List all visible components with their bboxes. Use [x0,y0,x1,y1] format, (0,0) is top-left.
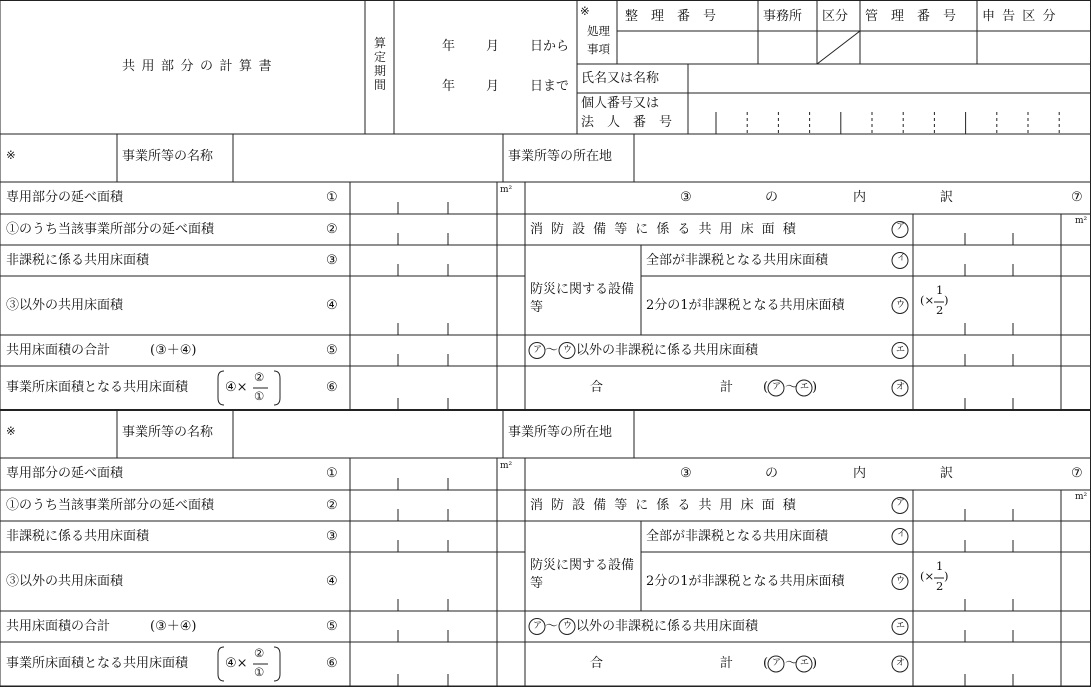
row6-formula-numerator: ② [254,646,265,660]
half-factor-suffix: ) [944,569,949,583]
half-factor-prefix: (× [920,569,935,583]
fire-equipment-label: 消防設備等に係る共用床面積 [530,498,804,513]
kome-mark-header: ※ [580,4,590,18]
other-mark-a: ア [533,620,543,631]
total-range-parens: ( [763,656,769,671]
row6-formula-denominator: ① [254,389,265,403]
row-jigyosho-part-number: ② [326,497,338,513]
unit-label-left: m² [500,185,513,195]
breakdown-header-num: ⑦ [1071,466,1083,481]
total-range-e: エ [800,382,810,392]
shinkoku-kubun-header: 申告区分 [982,9,1063,24]
row6-formula-denominator: ① [254,665,265,679]
half-factor-prefix: (× [920,293,935,307]
other-mark-a: ア [533,344,543,355]
row-kyoyo-total-label: 共用床面積の合計 [6,618,111,634]
other-tilde: 〜 [545,618,559,634]
breakdown-header-1: の [765,466,779,481]
half-exempt-label: 2分の1が非課税となる共用床面積 [646,573,845,589]
breakdown-header-2: 内 [853,466,867,481]
half-exempt-mark: ウ [896,575,906,586]
row-jigyosho-kyoyo-label: 事業所床面積となる共用床面積 [6,656,189,671]
total-range-a: ア [772,658,782,668]
row-senyo-label: 専用部分の延べ面積 [6,190,124,205]
total-mark: オ [896,658,906,668]
row-kyoyo-total-number: ⑤ [326,342,338,358]
all-exempt-mark: イ [897,253,907,263]
total-mark: オ [896,382,906,392]
half-exempt-mark: ウ [896,299,906,310]
breakdown-header-3: 訳 [940,466,954,481]
section-kome-mark: ※ [6,148,16,162]
fire-mark: ア [896,498,906,508]
number-label-line1: 個人番号又は [581,96,660,111]
disaster-equipment-label: 防災に関する設備等 [530,282,635,315]
row6-formula-numerator: ② [254,370,265,384]
total-tilde: 〜 [785,380,799,395]
row6-formula-prefix: ④× [225,380,248,395]
fire-equipment-label: 消防設備等に係る共用床面積 [530,222,804,237]
other-mark-u: ウ [563,344,573,355]
half-factor-numerator: 1 [936,283,944,297]
period-from-day: 日から [530,39,570,54]
period-from-month: 月 [486,39,500,54]
total-range-a: ア [772,382,782,392]
row-senyo-number: ① [326,466,338,481]
breakdown-header-num: ⑦ [1071,190,1083,205]
unit-label-left: m² [500,461,513,471]
office-name-label: 事業所等の名称 [122,425,214,440]
office-location-label: 事業所等の所在地 [508,425,613,440]
fire-mark: ア [896,222,906,232]
other-mark: エ [896,344,906,355]
total-range-parens: ( [763,380,769,395]
half-factor-denominator: 2 [936,579,944,593]
half-factor-numerator: 1 [936,559,944,573]
row-kyoyo-total-label: 共用床面積の合計 [6,342,111,358]
period-to-month: 月 [486,79,500,94]
other-exempt-label: 以外の非課税に係る共用床面積 [576,342,759,358]
row-jigyosho-kyoyo-number: ⑥ [326,656,338,671]
row-jigyosho-part-label: ①のうち当該事業所部分の延べ面積 [6,221,215,237]
breakdown-header-3: 訳 [940,190,954,205]
other-exempt-label: 以外の非課税に係る共用床面積 [576,618,759,634]
office-location-label: 事業所等の所在地 [508,149,613,164]
period-to-year: 年 [442,79,456,94]
matters-label: 事項 [587,42,610,56]
row-kyoyo-total-number: ⑤ [326,618,338,634]
row-senyo-number: ① [326,190,338,205]
row-jigyosho-kyoyo-number: ⑥ [326,380,338,395]
row-other-kyoyo-number: ④ [326,297,338,313]
row-hikazei-kyoyo-label: 非課税に係る共用床面積 [6,528,150,544]
disaster-equipment-label: 防災に関する設備等 [530,558,635,591]
kanri-number-header: 管 理 番 号 [865,9,957,24]
breakdown-header-0: ③ [680,466,692,481]
row-kyoyo-total-formula: (③＋④) [150,342,197,358]
row-other-kyoyo-label: ③以外の共用床面積 [6,573,124,589]
section-kome-mark: ※ [6,424,16,438]
form-title: 共用部分の計算書 [122,59,279,74]
processing-label: 処理 [587,24,610,38]
row-kyoyo-total-formula: (③＋④) [150,618,197,634]
all-exempt-mark: イ [897,529,907,539]
row-other-kyoyo-label: ③以外の共用床面積 [6,297,124,313]
jimusho-header: 事務所 [763,9,803,24]
other-mark-u: ウ [563,620,573,631]
half-factor-suffix: ) [944,293,949,307]
row6-formula-prefix: ④× [225,656,248,671]
kubun-header: 区分 [822,9,849,24]
half-exempt-label: 2分の1が非課税となる共用床面積 [646,297,845,313]
row-hikazei-kyoyo-label: 非課税に係る共用床面積 [6,252,150,268]
total-tilde: 〜 [785,656,799,671]
period-from-year: 年 [442,39,456,54]
half-factor-denominator: 2 [936,303,944,317]
period-to-day: 日まで [530,79,570,94]
unit-label-right: m² [1075,492,1088,502]
row-jigyosho-part-label: ①のうち当該事業所部分の延べ面積 [6,497,215,513]
kubun-slash [817,31,860,64]
office-name-label: 事業所等の名称 [122,149,214,164]
total-label-2: 計 [720,656,734,671]
other-mark: エ [896,620,906,631]
row-senyo-label: 専用部分の延べ面積 [6,466,124,481]
row-hikazei-kyoyo-number: ③ [326,252,338,268]
breakdown-header-0: ③ [680,190,692,205]
total-range-e: エ [800,658,810,668]
all-exempt-label: 全部が非課税となる共用床面積 [646,529,829,544]
row-jigyosho-kyoyo-label: 事業所床面積となる共用床面積 [6,380,189,395]
breakdown-header-1: の [765,190,779,205]
total-range-parens: ) [812,380,818,395]
total-range-parens: ) [812,656,818,671]
total-label: 合 [590,380,604,395]
row-other-kyoyo-number: ④ [326,573,338,589]
other-tilde: 〜 [545,342,559,358]
seiri-number-header: 整 理 番 号 [625,9,717,24]
total-label: 合 [590,656,604,671]
total-label-2: 計 [720,380,734,395]
row-jigyosho-part-number: ② [326,221,338,237]
name-label: 氏名又は名称 [581,71,660,86]
breakdown-header-2: 内 [853,190,867,205]
period-vertical-label: 算定期間 [373,36,386,92]
all-exempt-label: 全部が非課税となる共用床面積 [646,253,829,268]
unit-label-right: m² [1075,216,1088,226]
number-label-line2: 法 人 番 号 [581,115,673,130]
row-hikazei-kyoyo-number: ③ [326,528,338,544]
